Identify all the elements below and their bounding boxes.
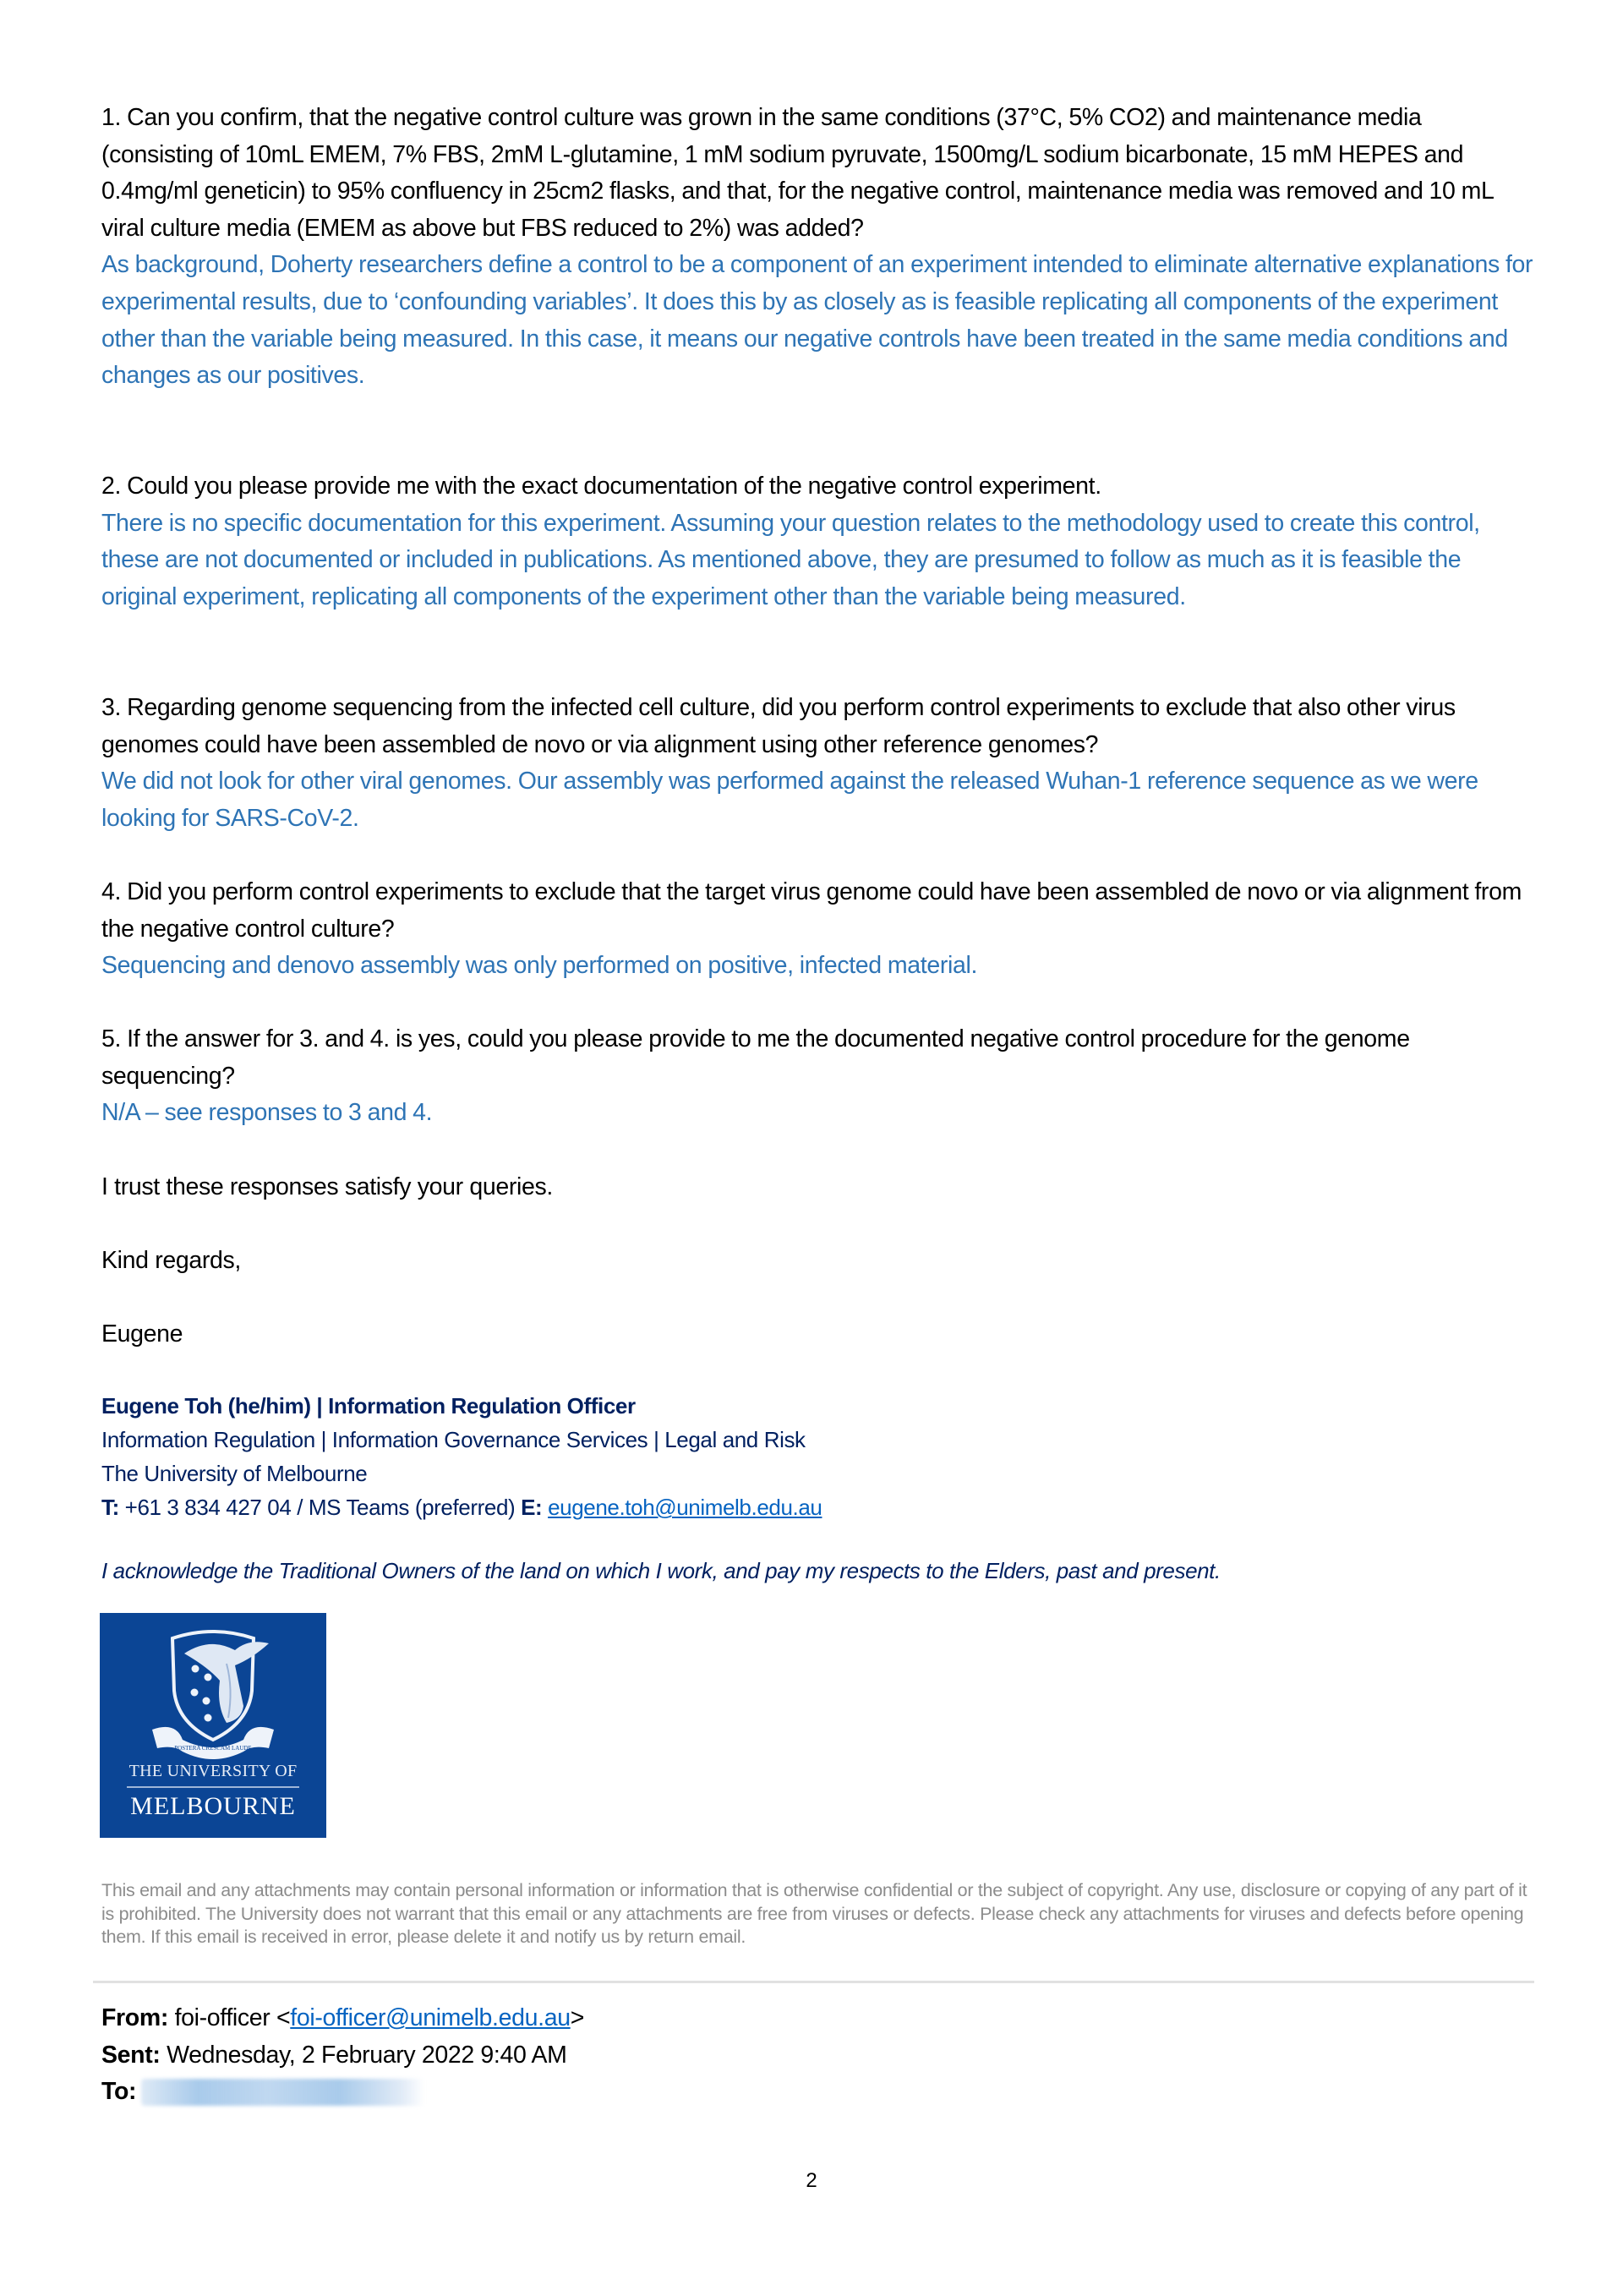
answer-5: N/A – see responses to 3 and 4. [101, 1099, 433, 1127]
qa-block-1 [101, 100, 1538, 395]
sender-first-name: Eugene [101, 1320, 183, 1348]
to-label: To: [101, 2078, 137, 2105]
header-from [101, 2000, 584, 2037]
forwarded-message-divider [93, 1981, 1534, 1983]
qa-block-5 [101, 1021, 1538, 1132]
qa-block-3 [101, 690, 1538, 837]
acknowledgement-of-country: I acknowledge the Traditional Owners of the land on which I work, and pay my respects to the Elders, past and present. [101, 1558, 1221, 1583]
answer-4: Sequencing and denovo assembly was only performed on positive, infected material. [101, 952, 978, 980]
header-to [101, 2074, 424, 2111]
logo-divider [127, 1786, 299, 1788]
from-name: foi-officer < [168, 2004, 291, 2031]
sent-value: Wednesday, 2 February 2022 9:40 AM [160, 2042, 567, 2069]
question-3: 3. Regarding genome sequencing from the infected cell culture, did you perform control experiments to exclude that also other virus genomes could have been assembled de novo or via alignment using other reference genomes? [101, 694, 1456, 758]
question-2: 2. Could you please provide me with the exact documentation of the negative control experiment. [101, 473, 1101, 500]
email-label: E: [521, 1495, 543, 1520]
signature-name-title: Eugene Toh (he/him) | Information Regulation Officer [101, 1393, 636, 1419]
signature-department: Information Regulation | Information Governance Services | Legal and Risk [101, 1427, 806, 1452]
signature-email-link[interactable]: eugene.toh@unimelb.edu.au [548, 1495, 822, 1520]
crest-icon [100, 1613, 326, 1762]
sign-off: Kind regards, [101, 1247, 241, 1274]
logo-line-2: MELBOURNE [130, 1792, 296, 1820]
closing-line: I trust these responses satisfy your queries. [101, 1173, 553, 1200]
answer-2: There is no specific documentation for this experiment. Assuming your question relates to the methodology used to create this control, these are not documented or included in publications. As mentioned above, they are presumed to follow as much as it is feasible the original experiment, replicating all components of the experiment other than the variable being measured. [101, 509, 1480, 610]
question-4: 4. Did you perform control experiments to exclude that the target virus genome could have been assembled de novo or via alignment from the negative control culture? [101, 878, 1522, 943]
answer-3: We did not look for other viral genomes. Our assembly was performed against the released Wuhan-1 reference sequence as we were looking for SARS-CoV-2. [101, 768, 1478, 832]
redacted-recipient [141, 2079, 424, 2106]
answer-1: As background, Doherty researchers define a control to be a component of an experiment intended to eliminate alternative explanations for experimental results, due to ‘confounding variables’. It does this by as closely as is feasible replicating all components of the experiment other than the variable being measured. In this case, it means our negative controls have been treated in the same media conditions and changes as our positives. [101, 251, 1533, 390]
header-sent [101, 2037, 567, 2075]
phone-number: +61 3 834 427 04 / MS Teams (preferred) [118, 1495, 522, 1520]
qa-block-2 [101, 468, 1538, 615]
from-email-link[interactable]: foi-officer@unimelb.edu.au [290, 2004, 571, 2031]
from-label: From: [101, 2004, 168, 2031]
phone-label: T: [101, 1495, 119, 1520]
question-1: 1. Can you confirm, that the negative control culture was grown in the same conditions (37°C, 5% CO2) and maintenance media (consisting of 10mL EMEM, 7% FBS, 2mM L-glutamine, 1 mM sodium pyruvate, 1500mg/L sodium bicarbonate, 15 mM HEPES and 0.4mg/ml geneticin) to 95% confluency in 25cm2 flasks, and that, for the negative control, maintenance media was removed and 10 mL viral culture media (EMEM as above but FBS reduced to 2%) was added? [101, 104, 1494, 242]
question-5: 5. If the answer for 3. and 4. is yes, could you please provide to me the documented negative control procedure for the genome sequencing? [101, 1025, 1410, 1090]
signature-organisation: The University of Melbourne [101, 1461, 368, 1486]
page-number: 2 [806, 2169, 817, 2192]
email-disclaimer: This email and any attachments may contain personal information or information that is otherwise confidential or the subject of copyright. Any use, disclosure or copying of any part of it is prohibited. The University does not warrant that this email or any attachments are free from viruses or defects. Please check any attachments for viruses and defects before opening them. If this email is received in error, please delete it and notify us by return email. [101, 1880, 1527, 1947]
logo-line-1: THE UNIVERSITY OF [128, 1762, 298, 1780]
university-of-melbourne-logo [100, 1613, 326, 1838]
from-suffix: > [570, 2004, 584, 2031]
signature-contact [101, 1490, 822, 1524]
svg-text:POSTERA CRESCAM LAUDE: POSTERA CRESCAM LAUDE [174, 1745, 252, 1752]
qa-block-4 [101, 874, 1538, 985]
sent-label: Sent: [101, 2042, 161, 2069]
